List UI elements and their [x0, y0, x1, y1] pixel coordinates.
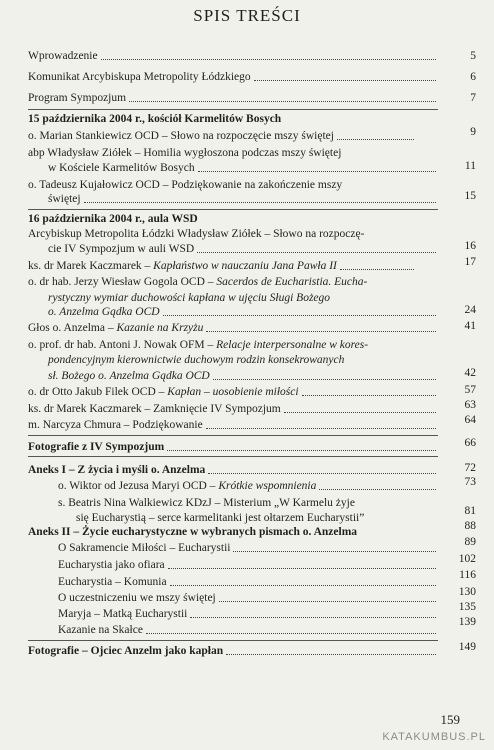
page-number: 89	[464, 536, 476, 548]
entry-title: rystyczny wymiar duchowości kapłana w ujęciu Sługi Bożego	[48, 292, 331, 304]
toc-entry-label: cie IV Sympozjum w auli WSD	[48, 243, 195, 255]
entry-author: o. dr Otto Jakub Filek OCD –	[28, 386, 168, 398]
entry-title: Sacerdos de Eucharistia. Eucha-	[216, 276, 368, 288]
toc-entry-label	[48, 370, 210, 383]
dot-leader	[168, 567, 436, 569]
toc-entry-label: Kazanie na Skałce	[58, 624, 143, 636]
section-heading: 16 października 2004 r., aula WSD	[28, 213, 198, 225]
entry-title: Kazanie na Krzyżu	[116, 322, 204, 334]
dot-leader	[101, 58, 436, 60]
toc-entry-label: Fotografie z IV Sympozjum	[28, 441, 165, 453]
dot-leader	[284, 411, 436, 413]
toc-entry[interactable]	[28, 441, 438, 454]
entry-author: Głos o. Anzelma –	[28, 322, 117, 334]
toc-entry-label: w Kościele Karmelitów Bosych	[48, 162, 195, 174]
page-number: 24	[464, 304, 476, 316]
entry-title: pondencyjnym kierownictwie duchowym rodzin konsekrowanych	[48, 354, 345, 366]
page-number: 102	[458, 553, 476, 565]
page-number: 57	[464, 384, 476, 396]
section-divider	[28, 435, 438, 436]
dot-leader	[198, 170, 436, 172]
toc-entry-label	[28, 386, 299, 399]
toc-entry[interactable]	[28, 386, 438, 399]
toc-entry-label: o. Marian Stankiewicz OCD – Słowo na rozpoczęcie mszy świętej	[28, 130, 334, 142]
dot-leader	[302, 394, 436, 396]
toc-entry-label: Eucharystia – Komunia	[58, 576, 167, 588]
page-number: 130	[458, 586, 476, 598]
toc-entry[interactable]	[48, 370, 438, 383]
page-number: 116	[459, 569, 476, 581]
toc-entry[interactable]	[28, 71, 438, 84]
entry-title: sł. Bożego o. Anzelma Gądka OCD	[48, 370, 210, 382]
page-number: 9	[470, 126, 476, 138]
section-divider	[28, 456, 438, 457]
entry-author: o. Wiktor od Jezusa Maryi OCD –	[58, 480, 219, 492]
page-number: 5	[470, 50, 476, 62]
page-number: 135	[458, 601, 476, 613]
page-number: 66	[464, 437, 476, 449]
toc-entry-label: Aneks I – Z życia i myśli o. Anzelma	[28, 464, 206, 476]
page-number: 88	[464, 520, 476, 532]
toc-entry-label: świętej	[48, 193, 81, 205]
page-number: 15	[464, 190, 476, 202]
dot-leader	[163, 314, 436, 316]
toc-entry-label[interactable]	[28, 276, 367, 289]
toc-entry[interactable]	[58, 608, 438, 621]
section-heading[interactable]: Aneks II – Życie eucharystyczne w wybranych pismach o. Anzelma	[28, 526, 358, 538]
page-number: 81	[464, 505, 476, 517]
toc-entry-label	[48, 354, 344, 367]
dot-leader	[219, 600, 436, 602]
dot-leader	[254, 79, 436, 81]
toc-entry-label	[48, 306, 160, 319]
toc-entry[interactable]	[28, 50, 438, 63]
entry-title: Kapłaństwo w nauczaniu Jana Pawła II	[153, 260, 337, 272]
toc-entry[interactable]	[58, 480, 438, 493]
dot-leader	[340, 268, 414, 270]
toc-entry[interactable]	[58, 576, 438, 589]
dot-leader	[319, 488, 436, 490]
toc-entry-label: ks. dr Marek Kaczmarek – Zamknięcie IV Sympozjum	[28, 403, 281, 415]
dot-leader	[197, 251, 436, 253]
toc-entry-label	[58, 480, 316, 493]
toc-entry-label	[28, 260, 337, 273]
toc-entry-label: Komunikat Arcybiskupa Metropolity Łódzkiego	[28, 71, 251, 83]
toc-entry[interactable]	[48, 306, 438, 319]
toc-entry-label: się Eucharystią – serce karmelitanki jest ołtarzem Eucharystii”	[76, 512, 365, 524]
toc-entry[interactable]	[48, 243, 438, 256]
toc-entry-label[interactable]: Arcybiskup Metropolita Łódzki Władysław Ziółek – Słowo na rozpoczę-	[28, 228, 365, 240]
toc-entry-label: O Sakramencie Miłości – Eucharystii	[58, 542, 231, 554]
dot-leader	[206, 330, 436, 332]
page-number: 16	[464, 240, 476, 252]
toc-entry-label[interactable]	[28, 339, 368, 352]
dot-leader	[170, 584, 436, 586]
page-folio: 159	[440, 712, 460, 727]
entry-author: o. prof. dr hab. Antoni J. Nowak OFM –	[28, 339, 217, 351]
watermark: KATAKUMBUS.PL	[382, 731, 486, 743]
dot-leader	[233, 550, 436, 552]
toc-entry[interactable]	[28, 260, 416, 273]
page-title: SPIS TREŚCI	[193, 6, 301, 25]
page-number: 64	[464, 414, 476, 426]
toc-entry-label: Eucharystia jako ofiara	[58, 559, 165, 571]
toc-entry[interactable]	[28, 464, 438, 477]
toc-entry-label	[48, 292, 330, 305]
page-number: 149	[458, 641, 476, 653]
toc-entry[interactable]	[48, 162, 438, 175]
dot-leader	[190, 616, 436, 618]
page-number: 7	[470, 92, 476, 104]
page-number: 63	[464, 399, 476, 411]
toc-entry-label: Fotografie – Ojciec Anzelm jako kapłan	[28, 645, 224, 657]
dot-leader	[129, 100, 436, 102]
toc-entry-label: m. Narcyza Chmura – Podziękowanie	[28, 419, 203, 431]
dot-leader	[337, 138, 414, 140]
dot-leader	[226, 653, 436, 655]
entry-title: Kapłan – uosobienie miłości	[167, 386, 299, 398]
toc-entry[interactable]	[28, 419, 438, 432]
toc-entry-label[interactable]: abp Władysław Ziółek – Homilia wygłoszona podczas mszy świętej	[28, 147, 342, 159]
section-divider	[28, 640, 438, 641]
page-number: 6	[470, 71, 476, 83]
entry-author: o. dr hab. Jerzy Wiesław Gogola OCD –	[28, 276, 217, 288]
dot-leader	[206, 427, 436, 429]
entry-title: Relacje interpersonalne w kores-	[216, 339, 369, 351]
toc-entry-label: Maryja – Matką Eucharystii	[58, 608, 188, 620]
page-number: 11	[464, 160, 476, 172]
toc-entry-label: O uczestniczeniu we mszy świętej	[58, 592, 216, 604]
toc-entry[interactable]	[28, 92, 438, 105]
toc-entry[interactable]	[28, 645, 438, 658]
toc-entry[interactable]	[28, 403, 438, 416]
page-number: 42	[464, 367, 476, 379]
toc-entry-label[interactable]: o. Tadeusz Kujałowicz OCD – Podziękowanie na zakończenie mszy	[28, 179, 343, 191]
section-divider	[28, 209, 438, 210]
entry-title: Krótkie wspomnienia	[218, 480, 317, 492]
toc-entry-label: Program Sympozjum	[28, 92, 127, 104]
page-number: 72	[464, 462, 476, 474]
dot-leader	[146, 632, 436, 634]
toc-entry[interactable]	[58, 624, 438, 637]
page-number: 17	[464, 256, 476, 268]
section-divider	[28, 109, 438, 110]
toc-entry[interactable]	[58, 592, 438, 605]
toc-entry-label[interactable]: s. Beatris Nina Walkiewicz KDzJ – Misterium „W Karmelu żyje	[58, 497, 355, 509]
toc-entry-label: Wprowadzenie	[28, 50, 98, 62]
entry-author: ks. dr Marek Kaczmarek –	[28, 260, 154, 272]
page-number: 73	[464, 476, 476, 488]
toc-entry[interactable]	[58, 559, 438, 572]
toc-entry[interactable]	[48, 193, 438, 206]
section-heading: 15 października 2004 r., kościół Karmelitów Bosych	[28, 113, 282, 125]
page-number: 41	[464, 320, 476, 332]
page-number: 139	[458, 616, 476, 628]
dot-leader	[84, 201, 436, 203]
toc-entry[interactable]	[28, 130, 416, 143]
toc-entry[interactable]	[28, 322, 438, 335]
entry-title: o. Anzelma Gądka OCD	[48, 306, 160, 318]
toc-entry-label	[28, 322, 203, 335]
dot-leader	[167, 449, 436, 451]
toc-entry[interactable]	[58, 542, 438, 555]
dot-leader	[208, 472, 436, 474]
dot-leader	[213, 378, 436, 380]
